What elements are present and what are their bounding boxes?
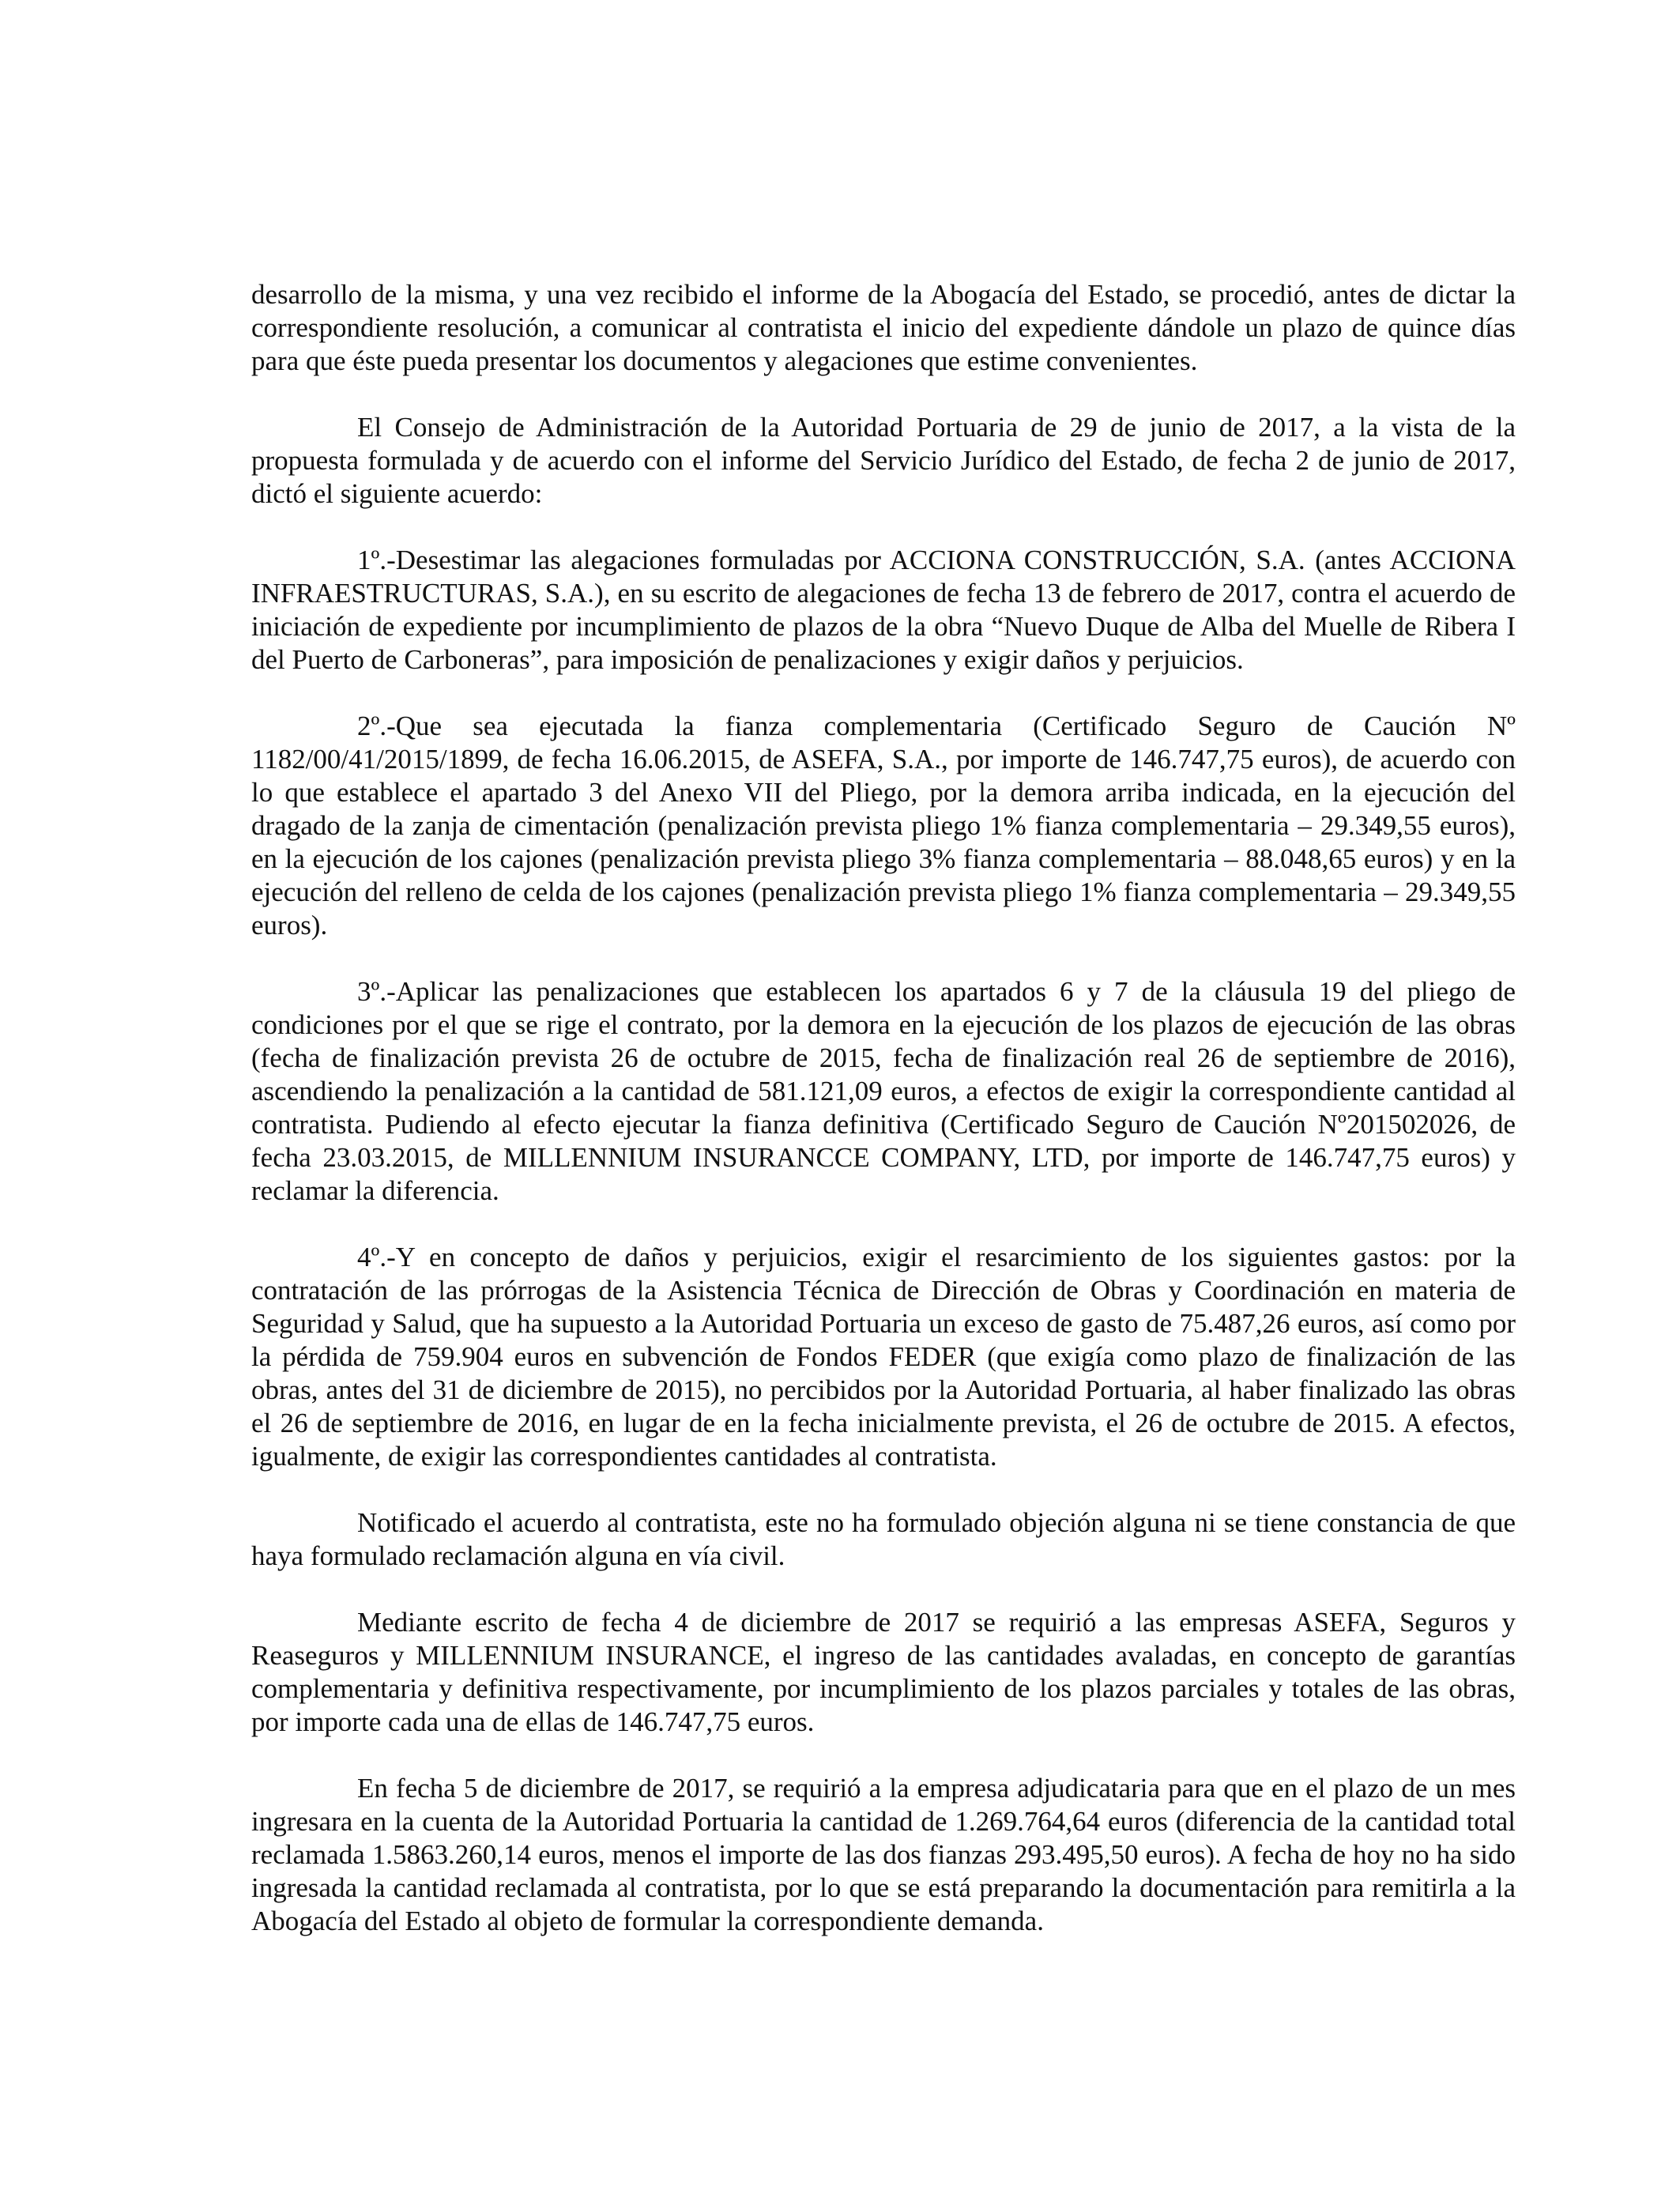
paragraph-mediante-escrito: Mediante escrito de fecha 4 de diciembre de 2017 se requirió a las empresas ASEFA, Seguros y Reaseguros y MILLENNIUM INSURANCE, el ingreso de las cantidades avaladas, en concepto de garantías complementaria y definitiva respectivamente, por incumplimiento de los plazos parciales y totales de las obras, por importe cada una de ellas de 146.747,75 euros.: [251, 1607, 1516, 1737]
paragraph-acuerdo-3: 3º.-Aplicar las penalizaciones que establecen los apartados 6 y 7 de la cláusula 19 del pliego de condiciones por el que se rige el contrato, por la demora en la ejecución de los plazos de ejecución de las obras (fecha de finalización prevista 26 de octubre de 2015, fecha de finalización real 26 de septiembre de 2016), ascendiendo la penalización a la cantidad de 581.121,09 euros, a efectos de exigir la correspondiente cantidad al contratista. Pudiendo al efecto ejecutar la fianza definitiva (Certificado Seguro de Caución Nº201502026, de fecha 23.03.2015, de MILLENNIUM INSURANCCE COMPANY, LTD, por importe de 146.747,75 euros) y reclamar la diferencia.: [251, 976, 1516, 1206]
paragraph-en-fecha: En fecha 5 de diciembre de 2017, se requirió a la empresa adjudicataria para que en el plazo de un mes ingresara en la cuenta de la Autoridad Portuaria la cantidad de 1.269.764,64 euros (diferencia de la cantidad total reclamada 1.5863.260,14 euros, menos el importe de las dos fianzas 293.495,50 euros). A fecha de hoy no ha sido ingresada la cantidad reclamada al contratista, por lo que se está preparando la documentación para remitirla a la Abogacía del Estado al objeto de formular la correspondiente demanda.: [251, 1773, 1516, 1936]
paragraph-consejo: El Consejo de Administración de la Autoridad Portuaria de 29 de junio de 2017, a la vista de la propuesta formulada y de acuerdo con el informe del Servicio Jurídico del Estado, de fecha 2 de junio de 2017, dictó el siguiente acuerdo:: [251, 412, 1516, 509]
paragraph-intro: desarrollo de la misma, y una vez recibido el informe de la Abogacía del Estado, se procedió, antes de dictar la correspondiente resolución, a comunicar al contratista el inicio del expediente dándole un plazo de quince días para que éste pueda presentar los documentos y alegaciones que estime convenientes.: [251, 279, 1516, 376]
paragraph-acuerdo-1: 1º.-Desestimar las alegaciones formuladas por ACCIONA CONSTRUCCIÓN, S.A. (antes ACCIONA INFRAESTRUCTURAS, S.A.), en su escrito de alegaciones de fecha 13 de febrero de 2017, contra el acuerdo de iniciación de expediente por incumplimiento de plazos de la obra “Nuevo Duque de Alba del Muelle de Ribera I del Puerto de Carboneras”, para imposición de penalizaciones y exigir daños y perjuicios.: [251, 545, 1516, 675]
paragraph-notificado: Notificado el acuerdo al contratista, este no ha formulado objeción alguna ni se tiene constancia de que haya formulado reclamación alguna en vía civil.: [251, 1507, 1516, 1571]
document-page: [251, 278, 1516, 1938]
paragraph-acuerdo-4: 4º.-Y en concepto de daños y perjuicios, exigir el resarcimiento de los siguientes gastos: por la contratación de las prórrogas de la Asistencia Técnica de Dirección de Obras y Coordinación en materia de Seguridad y Salud, que ha supuesto a la Autoridad Portuaria un exceso de gasto de 75.487,26 euros, así como por la pérdida de 759.904 euros en subvención de Fondos FEDER (que exigía como plazo de finalización de las obras, antes del 31 de diciembre de 2015), no percibidos por la Autoridad Portuaria, al haber finalizado las obras el 26 de septiembre de 2016, en lugar de en la fecha inicialmente prevista, el 26 de octubre de 2015. A efectos, igualmente, de exigir las correspondientes cantidades al contratista.: [251, 1242, 1516, 1472]
paragraph-acuerdo-2: 2º.-Que sea ejecutada la fianza complementaria (Certificado Seguro de Caución Nº 1182/00/41/2015/1899, de fecha 16.06.2015, de ASEFA, S.A., por importe de 146.747,75 euros), de acuerdo con lo que establece el apartado 3 del Anexo VII del Pliego, por la demora arriba indicada, en la ejecución del dragado de la zanja de cimentación (penalización prevista pliego 1% fianza complementaria – 29.349,55 euros), en la ejecución de los cajones (penalización prevista pliego 3% fianza complementaria – 88.048,65 euros) y en la ejecución del relleno de celda de los cajones (penalización prevista pliego 1% fianza complementaria – 29.349,55 euros).: [251, 711, 1516, 941]
